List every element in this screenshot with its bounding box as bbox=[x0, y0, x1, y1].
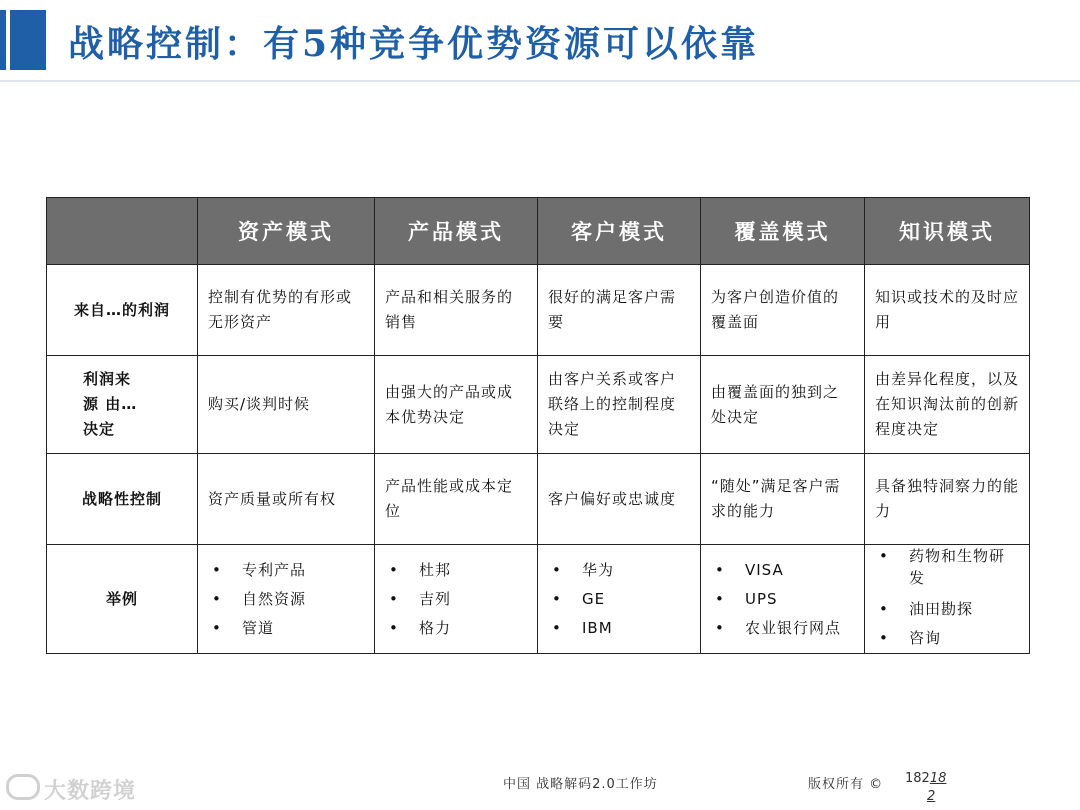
title-accent-bar bbox=[0, 10, 46, 70]
list-item: • 华为 bbox=[548, 556, 690, 585]
table-cell bbox=[375, 545, 538, 654]
list-item: • 杜邦 bbox=[385, 556, 527, 585]
list-item: • 农业银行网点 bbox=[711, 614, 854, 643]
list-item: • 管道 bbox=[208, 614, 364, 643]
row-label-line: 利润来 bbox=[83, 370, 132, 388]
header-product-mode: 产品模式 bbox=[375, 198, 538, 265]
header-corner bbox=[47, 198, 198, 265]
table-cell bbox=[701, 545, 865, 654]
table-row bbox=[47, 545, 1030, 654]
page-number bbox=[905, 771, 947, 804]
example-list bbox=[385, 556, 527, 643]
competitive-advantage-table bbox=[46, 197, 1030, 654]
list-item: • IBM bbox=[548, 614, 690, 643]
table-cell: 由差异化程度，以及在知识淘汰前的创新程度决定 bbox=[865, 356, 1030, 454]
table-row bbox=[47, 356, 1030, 454]
list-item: • 咨询 bbox=[875, 624, 1019, 653]
footer-workshop-label: 中国 战略解码2.0工作坊 bbox=[503, 777, 658, 792]
table-cell: 购买/谈判时候 bbox=[198, 356, 375, 454]
row-label-line: 源 由… bbox=[83, 395, 138, 413]
row-label-line: 决定 bbox=[83, 420, 116, 438]
table-cell bbox=[865, 545, 1030, 654]
row-label-profit-determinant bbox=[47, 356, 198, 454]
table-cell: 控制有优势的有形或无形资产 bbox=[198, 265, 375, 356]
header-asset-mode: 资产模式 bbox=[198, 198, 375, 265]
table-cell bbox=[198, 545, 375, 654]
slide-title: 战略控制：有5种竞争优势资源可以依靠 bbox=[68, 23, 760, 65]
table-cell: 客户偏好或忠诚度 bbox=[538, 454, 701, 545]
table-cell: 由强大的产品或成本优势决定 bbox=[375, 356, 538, 454]
list-item: • 格力 bbox=[385, 614, 527, 643]
header-customer-mode: 客户模式 bbox=[538, 198, 701, 265]
title-divider bbox=[0, 80, 1080, 82]
list-item: • 自然资源 bbox=[208, 585, 364, 614]
table-cell bbox=[538, 545, 701, 654]
list-item: • 专利产品 bbox=[208, 556, 364, 585]
row-label-strategic-control: 战略性控制 bbox=[47, 454, 198, 545]
header-knowledge-mode: 知识模式 bbox=[865, 198, 1030, 265]
list-item: • VISA bbox=[711, 556, 854, 585]
table-cell: 资产质量或所有权 bbox=[198, 454, 375, 545]
list-item: • 油田勘探 bbox=[875, 595, 1019, 624]
table-cell: 产品性能或成本定位 bbox=[375, 454, 538, 545]
row-label-profit-source: 来自…的利润 bbox=[47, 265, 198, 356]
list-item: • 药物和生物研发 bbox=[875, 545, 1019, 589]
row-label-examples: 举例 bbox=[47, 545, 198, 654]
table-cell: 很好的满足客户需要 bbox=[538, 265, 701, 356]
watermark-text: 大数跨境 bbox=[44, 779, 137, 804]
table-cell: 由客户关系或客户联络上的控制程度决定 bbox=[538, 356, 701, 454]
watermark-logo-icon bbox=[6, 774, 40, 800]
list-item: • 吉列 bbox=[385, 585, 527, 614]
page-number-sup: 18 bbox=[929, 771, 947, 786]
footer-copyright: 版权所有 © bbox=[808, 777, 884, 792]
table-cell: 为客户创造价值的覆盖面 bbox=[701, 265, 865, 356]
example-list bbox=[711, 556, 854, 643]
table-cell: 具备独特洞察力的能力 bbox=[865, 454, 1030, 545]
list-item: • GE bbox=[548, 585, 690, 614]
list-item: • UPS bbox=[711, 585, 854, 614]
table-cell: “随处”满足客户需求的能力 bbox=[701, 454, 865, 545]
example-list bbox=[548, 556, 690, 643]
example-list bbox=[875, 545, 1019, 653]
example-list bbox=[208, 556, 364, 643]
watermark bbox=[6, 774, 136, 805]
table-row bbox=[47, 454, 1030, 545]
page-number-main: 182 bbox=[905, 771, 930, 786]
table-cell: 产品和相关服务的销售 bbox=[375, 265, 538, 356]
table-cell: 知识或技术的及时应用 bbox=[865, 265, 1030, 356]
page-number-sub: 2 bbox=[927, 789, 936, 804]
table-row bbox=[47, 265, 1030, 356]
table-header-row bbox=[47, 198, 1030, 265]
table-cell: 由覆盖面的独到之处决定 bbox=[701, 356, 865, 454]
header-coverage-mode: 覆盖模式 bbox=[701, 198, 865, 265]
